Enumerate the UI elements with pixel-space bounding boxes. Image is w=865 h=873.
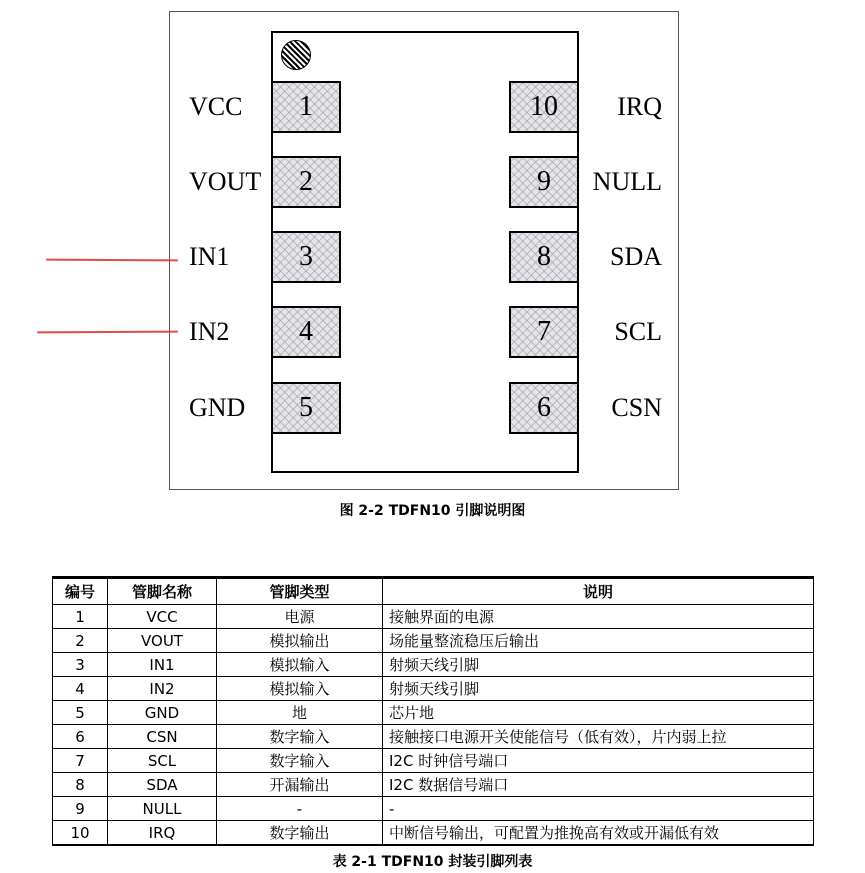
pin-table [52,576,814,846]
cell-number: 3 [53,653,108,677]
pad-number: 3 [299,241,313,272]
pad-number: 1 [299,91,313,122]
cell-pin-name: SCL [108,749,217,773]
pin-label-sda: SDA [609,242,662,271]
pad-pin-1 [271,81,341,133]
pad-number: 4 [299,316,313,347]
table-row [53,821,814,846]
table-row [53,773,814,797]
pin-label-csn: CSN [611,393,662,422]
pin-label-vcc: VCC [189,92,243,121]
pin-label-gnd: GND [189,393,246,422]
table-row [53,701,814,725]
pad-pin-4 [271,306,341,358]
cell-pin-type: 开漏输出 [217,773,383,797]
cell-number: 2 [53,629,108,653]
cell-number: 8 [53,773,108,797]
pad-number: 6 [537,392,551,423]
pad-pin-3 [271,231,341,283]
pad-number: 9 [537,166,551,197]
cell-description: 接触接口电源开关使能信号（低有效），片内弱上拉 [383,725,814,749]
cell-pin-type: 模拟输出 [217,629,383,653]
figure-caption: 图 2-2 TDFN10 引脚说明图 [339,503,526,519]
cell-number: 4 [53,677,108,701]
annotation-line-in1 [46,259,178,262]
header-pin-type: 管脚类型 [217,578,383,605]
cell-pin-name: IRQ [108,821,217,846]
cell-pin-name: NULL [108,797,217,821]
cell-description: 射频天线引脚 [383,653,814,677]
annotation-line-in2 [37,331,178,334]
cell-pin-type: 模拟输入 [217,653,383,677]
cell-description: I2C 数据信号端口 [383,773,814,797]
cell-description: 芯片地 [383,701,814,725]
header-description: 说明 [383,578,814,605]
table-row [53,605,814,629]
cell-pin-type: 模拟输入 [217,677,383,701]
cell-number: 7 [53,749,108,773]
pad-number: 8 [537,241,551,272]
pin-label-in2: IN2 [189,317,230,346]
cell-pin-type: 地 [217,701,383,725]
pad-pin-8 [509,231,579,283]
cell-description: - [383,797,814,821]
cell-description: 中断信号输出，可配置为推挽高有效或开漏低有效 [383,821,814,846]
header-pin-name: 管脚名称 [108,578,217,605]
cell-description: 接触界面的电源 [383,605,814,629]
table-row [53,653,814,677]
header-number: 编号 [53,578,108,605]
pin-label-null: NULL [592,167,662,196]
cell-pin-type: - [217,797,383,821]
pin-label-scl: SCL [614,317,662,346]
cell-pin-name: GND [108,701,217,725]
cell-description: I2C 时钟信号端口 [383,749,814,773]
cell-pin-name: VOUT [108,629,217,653]
pin-label-vout: VOUT [189,167,262,196]
table-row [53,677,814,701]
cell-pin-type: 数字输入 [217,749,383,773]
pad-pin-10 [509,81,579,133]
table-caption: 表 2-1 TDFN10 封装引脚列表 [332,854,533,870]
cell-number: 1 [53,605,108,629]
table-row [53,797,814,821]
pin-label-in1: IN1 [189,242,230,271]
cell-pin-type: 数字输入 [217,725,383,749]
cell-pin-name: CSN [108,725,217,749]
pad-number: 5 [299,392,313,423]
pad-pin-2 [271,156,341,208]
pad-number: 7 [537,316,551,347]
cell-pin-name: IN1 [108,653,217,677]
pad-number: 2 [299,166,313,197]
pad-number: 10 [530,91,558,122]
cell-description: 场能量整流稳压后输出 [383,629,814,653]
cell-pin-name: SDA [108,773,217,797]
cell-pin-type: 数字输出 [217,821,383,846]
cell-number: 10 [53,821,108,846]
pad-pin-7 [509,306,579,358]
table-header-row [53,578,814,605]
cell-number: 9 [53,797,108,821]
cell-description: 射频天线引脚 [383,677,814,701]
cell-pin-type: 电源 [217,605,383,629]
cell-number: 6 [53,725,108,749]
table-row [53,749,814,773]
pad-pin-5 [271,382,341,434]
pad-pin-9 [509,156,579,208]
cell-pin-name: VCC [108,605,217,629]
cell-pin-name: IN2 [108,677,217,701]
pad-pin-6 [509,382,579,434]
pin-label-irq: IRQ [617,92,662,121]
pin1-marker-icon [281,40,311,70]
cell-number: 5 [53,701,108,725]
table-row [53,629,814,653]
table-row [53,725,814,749]
